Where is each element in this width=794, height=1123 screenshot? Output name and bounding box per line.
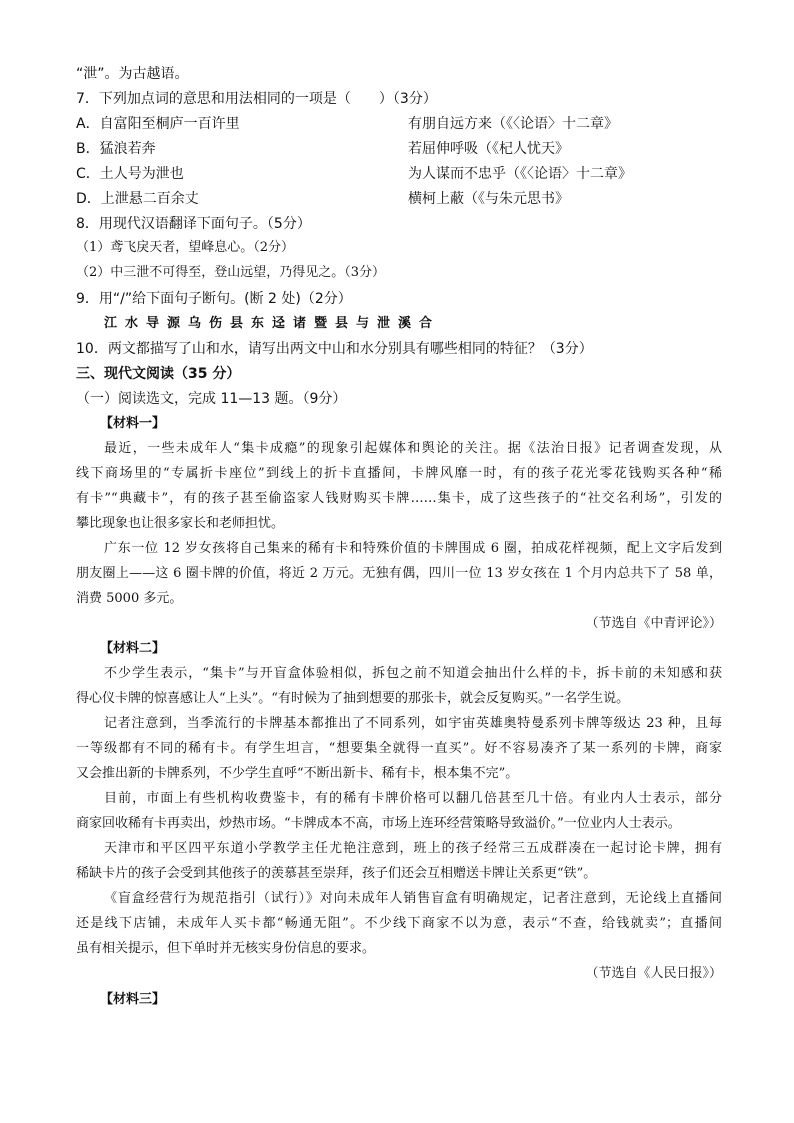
material-1-title: 【材料一】 — [100, 416, 166, 431]
material-1-line: 有卡”“典藏卡”，有的孩子甚至偷盗家人钱财购买卡牌……集卡，成了这些孩子的“社交名利场”，引发的 — [76, 491, 722, 506]
material-2-line: 不少学生表示，“集卡”与开盲盒体验相似，拆包之前不知道会抽出什么样的卡，拆卡前的未知感和获 — [104, 666, 722, 681]
material-2-source: （节选自《人民日报》） — [585, 966, 722, 981]
material-3-title: 【材料三】 — [100, 992, 166, 1007]
q7-option-d-ref: 横柯上蔽（《与朱元思书》 — [408, 191, 569, 207]
material-2-line: 还是线下店铺，未成年人买卡都“畅通无阻”。不少线下商家不以为意，表示“不查，给钱就卖”；直播间 — [76, 916, 722, 931]
q7-option-b: B．猛浪若奔 — [76, 141, 156, 157]
material-1-line: 线下商场里的“专属折卡座位”到线上的折卡直播间，卡牌风靡一时，有的孩子花光零花钱购买各种“稀 — [76, 466, 722, 481]
material-2-line: 又会推出新的卡牌系列，不少学生直呼“不断出新卡、稀有卡，根本集不完”。 — [76, 766, 519, 781]
part-heading: （一）阅读选文，完成 11—13 题。（9分） — [76, 391, 347, 407]
material-1-source: （节选自《中青评论》） — [585, 616, 722, 631]
q7-option-a-ref: 有朋自远方来（《〈论语〉十二章》 — [408, 116, 618, 132]
q9-text: 江水导源乌伤县东迳诸暨县与泄溪合 — [104, 316, 441, 331]
q9-stem: 9．用“/”给下面句子断句。(断 2 处)（2分） — [76, 291, 352, 307]
material-1-line: 朋友圈上——这 6 圈卡牌的价值，将近 2 万元。无独有偶，四川一位 13 岁女孩在 1 个月内总共下了 58 单， — [76, 566, 722, 581]
material-2-line: 记者注意到，当季流行的卡牌基本都推出了不同系列，如宇宙英雄奥特曼系列卡牌等级达 23 种，且每 — [104, 716, 722, 731]
q8-sentence-1: （1）鸢飞戾天者，望峰息心。（2分） — [76, 240, 295, 255]
material-2-line: 稀缺卡片的孩子会受到其他孩子的羡慕甚至崇拜，孩子们还会互相赠送卡牌让关系更“铁”。 — [76, 866, 597, 881]
material-2-line: 商家回收稀有卡再卖出，炒热市场。“卡牌成本不高，市场上连环经营策略导致溢价。”一位业内人士表示。 — [76, 816, 681, 831]
continuation-line: “泄”。为古越语。 — [76, 66, 189, 82]
q10-stem: 10．两文都描写了山和水，请写出两文中山和水分别具有哪些相同的特征？（3分） — [76, 341, 593, 357]
material-2-title: 【材料二】 — [100, 641, 166, 656]
material-2-line: 《盲盒经营行为规范指引（试行）》对向未成年人销售盲盒有明确规定，记者注意到，无论线上直播间 — [104, 891, 722, 906]
section-heading: 三、现代文阅读（35 分） — [76, 366, 241, 382]
material-1-line: 最近，一些未成年人“集卡成瘾”的现象引起媒体和舆论的关注。据《法治日报》记者调查发现，从 — [104, 441, 722, 456]
material-2-line: 天津市和平区四平东道小学教学主任尤艳注意到，班上的孩子经常三五成群凑在一起讨论卡牌，拥有 — [104, 841, 722, 856]
q8-sentence-2: （2）中三泄不可得至，登山远望，乃得见之。（3分） — [76, 265, 386, 280]
q7-option-c: C．土人号为泄也 — [76, 166, 184, 182]
material-1-line: 攀比现象也让很多家长和老师担忧。 — [76, 516, 285, 531]
q7-option-b-ref: 若屈伸呼吸（《杞人忧天》 — [408, 141, 569, 157]
q8-stem: 8．用现代汉语翻译下面句子。（5分） — [76, 216, 311, 232]
q7-option-c-ref: 为人谋而不忠乎（《〈论语〉十二章》 — [408, 166, 632, 182]
q7-option-a: A．自富阳至桐庐一百许里 — [76, 116, 240, 132]
material-1-line: 广东一位 12 岁女孩将自己集来的稀有卡和特殊价值的卡牌围成 6 圈，拍成花样视频，配上文字后发到 — [104, 541, 722, 556]
q7-stem: 7．下列加点词的意思和用法相同的一项是（ ）（3分） — [76, 91, 437, 107]
material-2-line: 目前，市面上有些机构收费鉴卡，有的稀有卡牌价格可以翻几倍甚至几十倍。有业内人士表示，部分 — [104, 791, 722, 806]
material-2-line: 一等级都有不同的稀有卡。有学生坦言，“想要集全就得一直买”。好不容易凑齐了某一系列的卡牌，商家 — [76, 741, 722, 756]
material-1-line: 消费 5000 多元。 — [76, 591, 183, 606]
material-2-line: 虽有相关提示，但下单时并无核实身份信息的要求。 — [76, 941, 376, 956]
q7-option-d: D．上泄悬二百余丈 — [76, 191, 199, 207]
material-2-line: 得心仪卡牌的惊喜感让人“上头”。“有时候为了抽到想要的那张卡，就会反复购买。”一名学生说。 — [76, 691, 630, 706]
